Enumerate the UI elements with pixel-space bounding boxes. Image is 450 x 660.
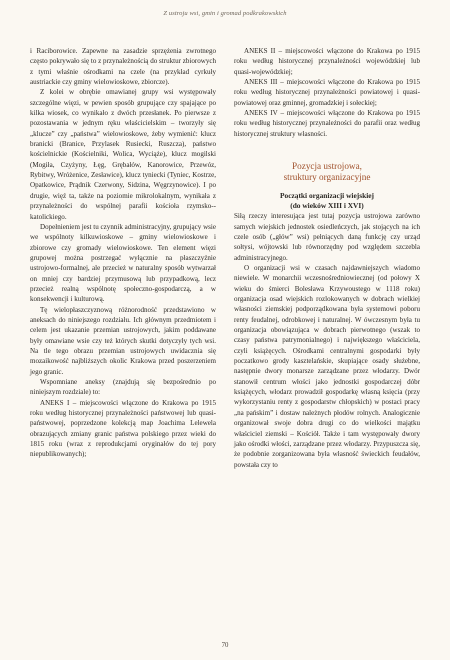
subsection-heading <box>234 191 420 210</box>
page-number: 70 <box>221 642 229 649</box>
running-header: Z ustroju wsi, gmin i gromad podkrakowskich <box>163 10 287 17</box>
paragraph: i Raciborowice. Zapewne na zasadzie sprzężenia zwrotnego często pokrywało się to z przynależnością do struktur zbiorowych z tymi właśnie ośrodkami na czele (na przykład cyrkuły austriackie czy gminy wielowioskowe, zbiorcze). <box>30 47 216 87</box>
paragraph: ANEKS IV – miejscowości włączone do Krakowa po 1915 roku według historycznej przynależności do parafii oraz według historycznej struktury własności. <box>234 109 420 138</box>
right-column <box>234 46 420 470</box>
section-heading <box>234 161 420 183</box>
left-column <box>30 46 216 460</box>
paragraph: ANEKS I – miejscowości włączone do Krakowa po 1915 roku według historycznej przynależności państwowej lub quasi-państwowej, poprzedzone kolekcją map Joachima Lelewela obrazujących zmiany granic państwa polskiego przez wieki do 1815 roku (wraz z reprodukcjami oryginałów do tej pory niepublikowanych); <box>30 398 216 459</box>
section-heading-line: Pozycja ustrojowa, <box>292 161 362 172</box>
paragraph: Dopełnieniem jest tu czynnik administracyjny, grupujący wsie we wspólnoty kilkuwioskowe – gminy wielowioskowe i zbiorowe czy gromady wielowioskowe. Ten element więzi grupowej można postrzegać wyłącznie na płaszczyźnie ustrojowo-formalnej, ale przecież w naturalny sposób wytwarzał on mniej czy bardziej przymusową lub przypadkową, lecz przecież realną wspólnotę społeczno-gospodarczą, a w konsekwencji i kulturową. <box>30 222 216 304</box>
paragraph: Z kolei w obrębie omawianej grupy wsi występowały szczególne więzi, w pewien sposób grupujące czy spajające po kilka wiosek, co wynikało z dwóch przesłanek. Po pierwsze z pozostawania w jednym ręku właścicielskim – tworzyły się „klucze” czy „państwa” wielowioskowe, żeby wymienić: klucz branicki (Branice, Przylasek Rusiecki, Ruszcza), państwo kościelnickie (Kościelniki, Wolica, Wyciąże), klucz mogilski (Mogiła, Czyżyny, Łęg, Grębałów, Kanorowice, Przewóz, Rybitwy, Wróżenice, Zesławice), klucz tyniecki (Tyniec, Kostrze, Opatkowice, Prądnik Czerwony, Sidzina, Węgrzynowice). I po drugie, więź ta, także na poziomie mikrolokalnym, wynikała z przynależności do wspólnej parafii kościoła rzymsko--katolickiego. <box>30 88 216 221</box>
subsection-heading-line: (do wieków XIII i XVI) <box>290 200 364 210</box>
paragraph: Tę wielopłaszczyznową różnorodność przedstawiono w aneksach do niniejszego rozdziału. Ich głównym przedmiotem i celem jest ukazanie przemian ustrojowych, jakim poddawane były omawiane wsie czy też których skutki dotyczyły tych wsi. Na tle tego obrazu przemian ustrojowych uwidacznia się mozaikowość najbliższych okolic Krakowa przed poszerzeniem jego granic. <box>30 305 216 376</box>
paragraph: ANEKS II – miejscowości włączone do Krakowa po 1915 roku według historycznej przynależności wojewódzkiej lub quasi-wojewódzkiej; <box>234 47 420 76</box>
paragraph: Siłą rzeczy interesująca jest tutaj pozycja ustrojowa zarówno samych wiejskich jednostek osiedleńczych, jak stojących na ich czele osób („głów” wsi) pełniących daną funkcję czy urząd sołtysi, wójtowski lub równorzędny pod względem szczebla administracyjnego. <box>234 212 420 262</box>
paragraph: ANEKS III – miejscowości włączone do Krakowa po 1915 roku według historycznej przynależności powiatowej i quasi-powiatowej oraz gminnej, gromadzkiej i sołeckiej; <box>234 78 420 107</box>
paragraph: O organizacji wsi w czasach najdawniejszych wiadomo niewiele. W monarchii wczesnośredniowiecznej (od połowy X wieku do śmierci Bolesława Krzywoustego w 1118 roku) organizacja osad wiejskich rozlokowanych w dobrach wielkiej własności ziemskiej podporządkowana była systemowi poboru renty feudalnej, odrobkowej i naturalnej. W ówczesnym była tu organizacja obowiązująca w dobrach pierwotnego (wszak to czasy państwa patrymonialnego) i największego właściciela, czyli książęcych. Ośrodkami centralnymi gospodarki były poczatkowo grody kasztelańskie, skupiające osady służebne, następnie dwory monarsze zarządzane przez włodarzy. Dwór stanowił centrum włości jako jednostki gospodarczej dóbr książęcych, włodarz prowadził gospodarkę własną księcia (przy wykorzystaniu renty z gospodarstw chłopskich) w postaci pracy „na pańskim” i dostaw należnych płodów rolnych. Analogicznie organizował swoje dobra drugi co do wielkości majątku właściciel ziemski – Kościół. Także i tam występowały dwory jako ośrodki włości, zarządzane przez włodarzy. Przypuszcza się, że podobnie zorganizowana była własność świeckich feudałów, powstała czy to <box>234 264 420 469</box>
paragraph: Wspomniane aneksy (znajdują się bezpośrednio po niniejszym rozdziale) to: <box>30 378 216 397</box>
section-heading-line: struktury organizacyjne <box>283 172 371 183</box>
subsection-heading-line: Początki organizacji wiejskiej <box>280 191 374 201</box>
